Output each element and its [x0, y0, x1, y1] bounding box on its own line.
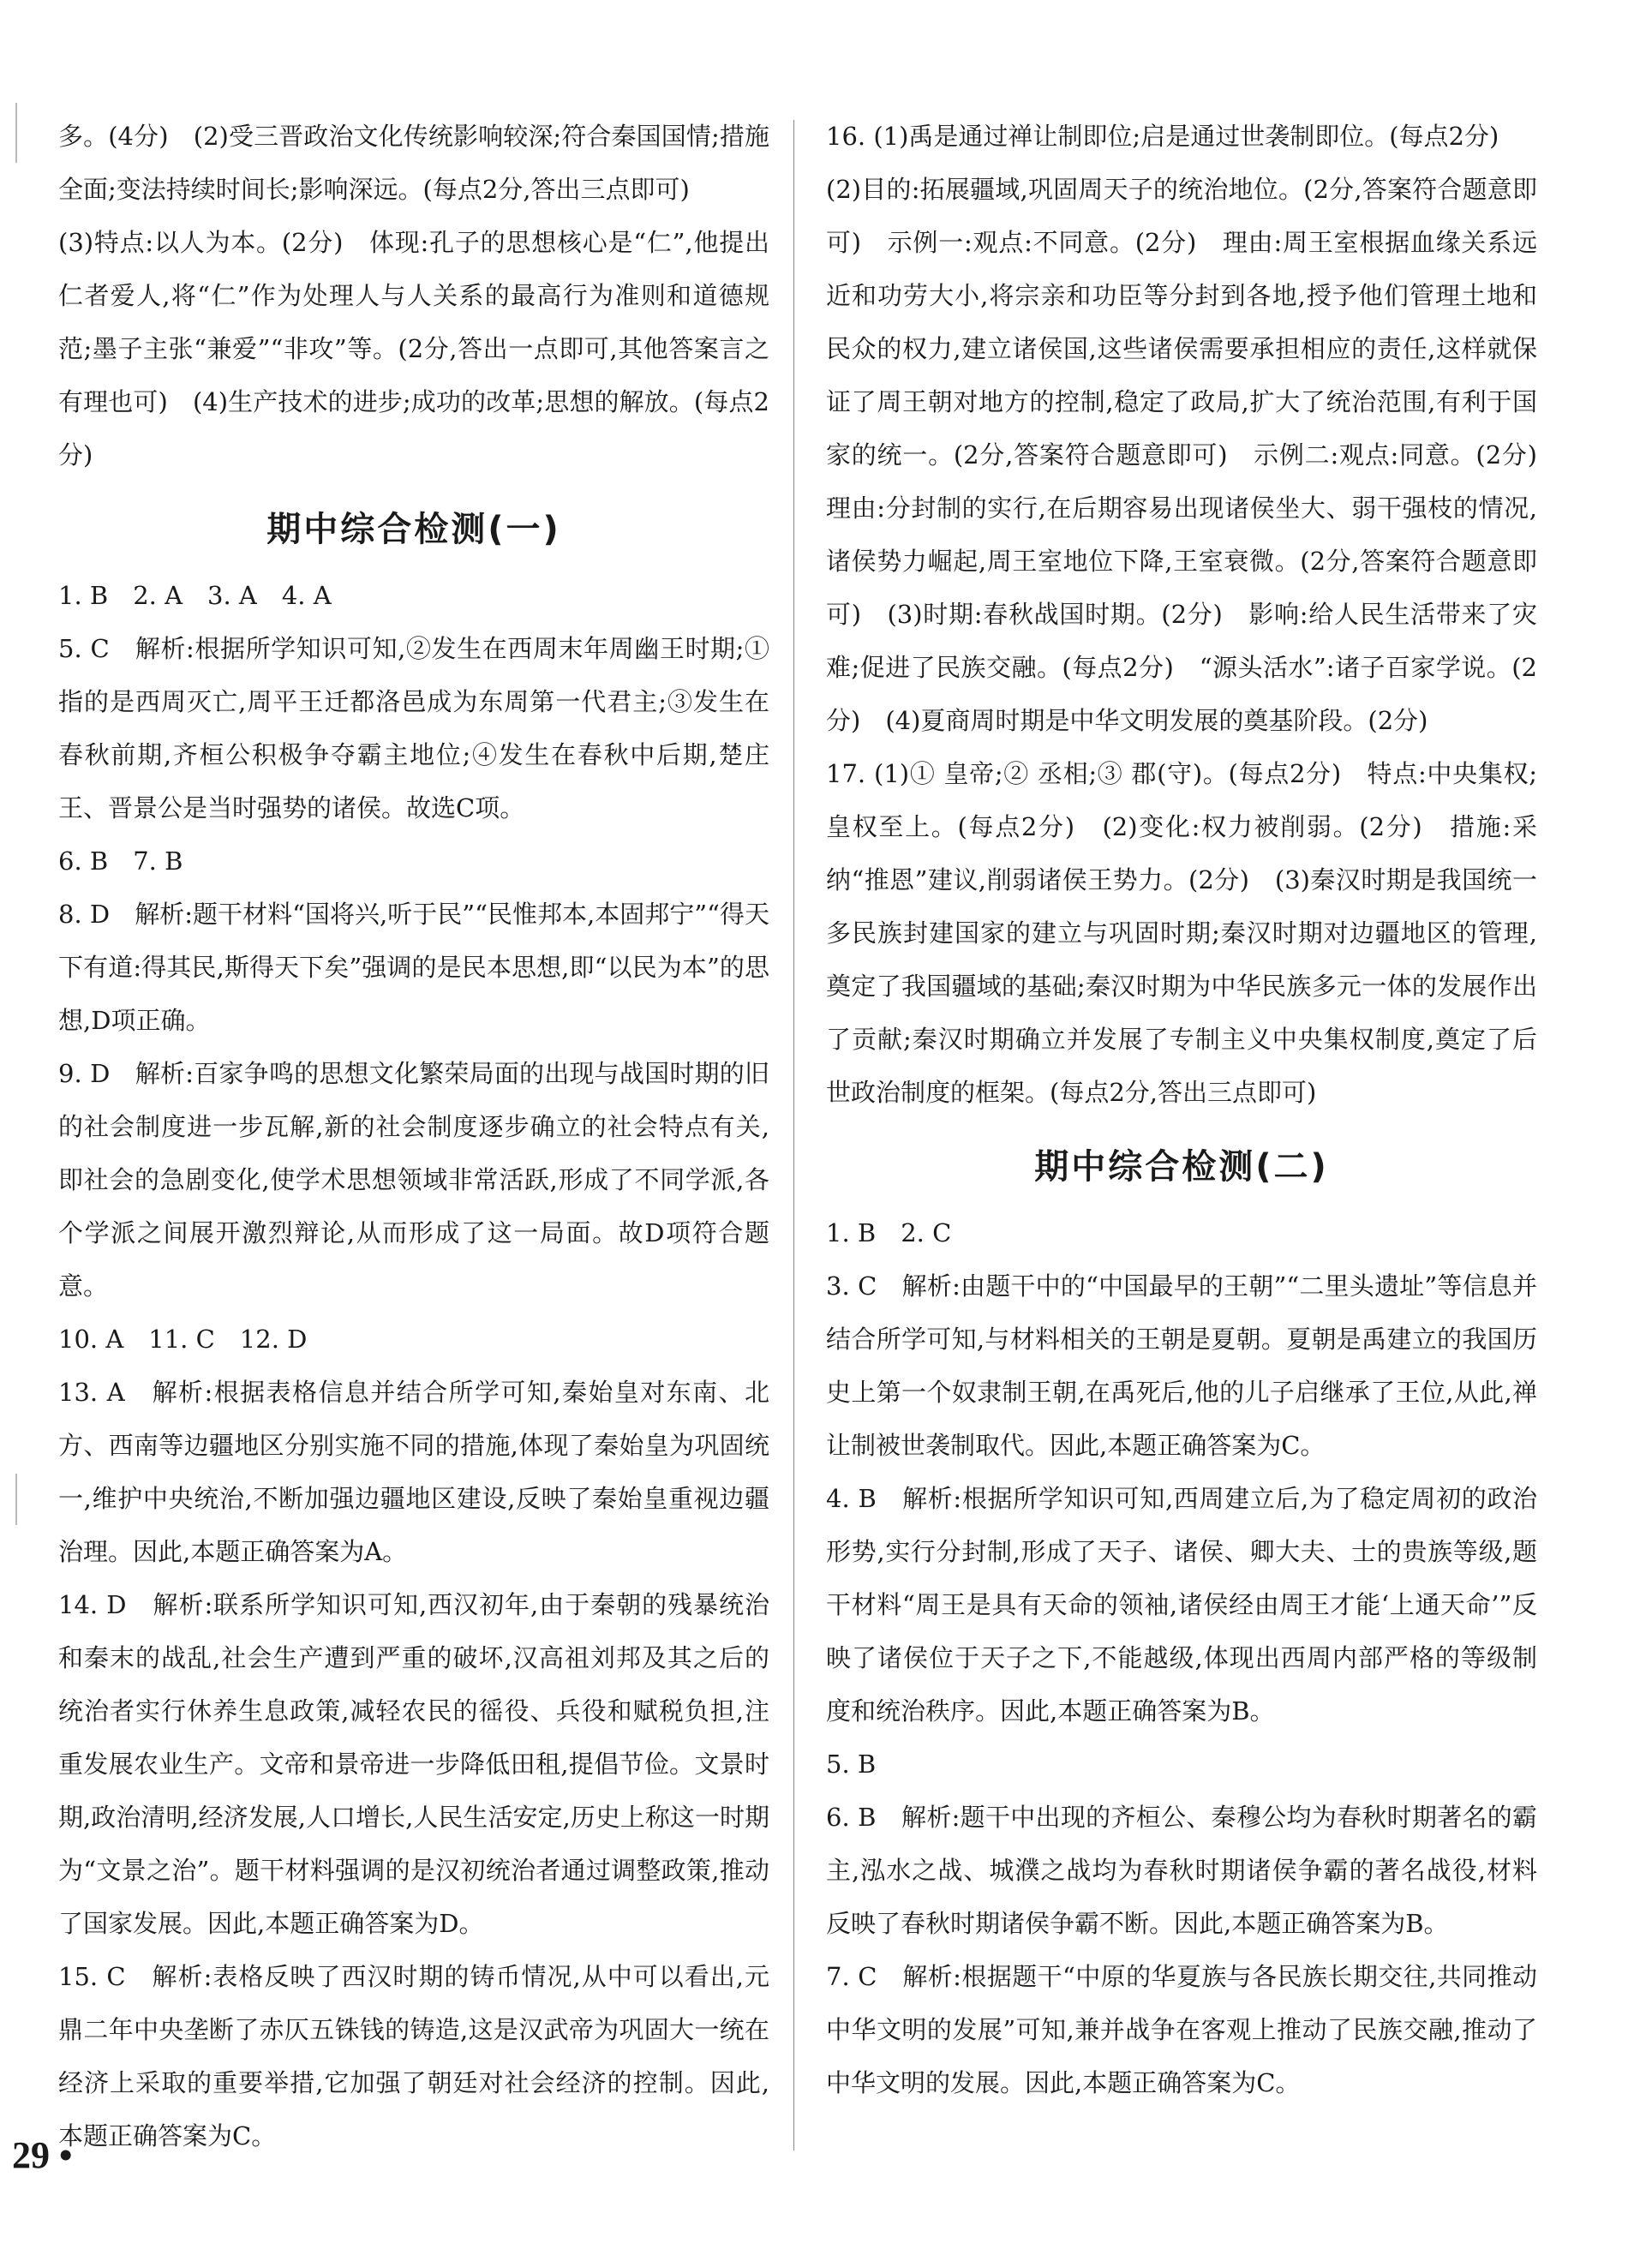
answer-paragraph: (2)目的:拓展疆域,巩固周天子的统治地位。(2分,答案符合题意即可) 示例一:观点:不同意。(2分) 理由:周王室根据血缘关系远近和功劳大小,将宗亲和功臣等分封到各地,授予他们管理土地和民众的权力,建立诸侯国,这些诸侯需要承担相应的责任,这样就保证了周王朝对地方的控制,稳定了政局,扩大了统治范围,有利于国家的统一。(2分,答案符合题意即可) 示例二:观点:同意。(2分) 理由:分封制的实行,在后期容易出现诸侯坐大、弱干强枝的情况,诸侯势力崛起,周王室地位下降,王室衰微。(2分,答案符合题意即可) (3)时期:春秋战国时期。(2分) 影响:给人民生活带来了灾难;促进了民族交融。(每点2分) “源头活水”:诸子百家学说。(2分) (4)夏商周时期是中华文明发展的奠基阶段。(2分)	[826, 175, 1563, 735]
column-divider	[793, 120, 794, 2150]
answer-paragraph: 14. D 解析:联系所学知识可知,西汉初年,由于秦朝的残暴统治和秦末的战乱,社会生产遭到严重的破坏,汉高祖刘邦及其之后的统治者实行休养生息政策,减轻农民的徭役、兵役和赋税负担,注重发展农业生产。文帝和景帝进一步降低田租,提倡节俭。文景时期,政治清明,经济发展,人口增长,人民生活安定,历史上称这一时期为“文景之治”。题干材料强调的是汉初统治者通过调整政策,推动了国家发展。因此,本题正确答案为D。	[58, 1590, 769, 1938]
answer-paragraph: (3)特点:以人为本。(2分) 体现:孔子的思想核心是“仁”,他提出仁者爱人,将“仁”作为处理人与人关系的最高行为准则和道德规范;墨子主张“兼爱”“非攻”等。(2分,答出一点即可,其他答案言之有理也可) (4)生产技术的进步;成功的改革;思想的解放。(每点2分)	[58, 228, 769, 470]
section-title: 期中综合检测(一)	[266, 510, 561, 549]
answer-paragraph: 多。(4分) (2)受三晋政治文化传统影响较深;符合秦国国情;措施全面;变法持续时间长;影响深远。(每点2分,答出三点即可)	[58, 122, 769, 204]
answer-paragraph: 3. C 解析:由题干中的“中国最早的王朝”“二里头遗址”等信息并结合所学可知,与材料相关的王朝是夏朝。夏朝是禹建立的我国历史上第一个奴隶制王朝,在禹死后,他的儿子启继承了王位,从此,禅让制被世袭制取代。因此,本题正确答案为C。	[826, 1271, 1537, 1460]
answer-paragraph: 6. B 解析:题干中出现的齐桓公、秦穆公均为春秋时期著名的霸主,泓水之战、城濮之战均为春秋时期诸侯争霸的著名战役,材料反映了春秋时期诸侯争霸不断。因此,本题正确答案为B。	[826, 1803, 1537, 1938]
answer-paragraph: 13. A 解析:根据表格信息并结合所学可知,秦始皇对东南、北方、西南等边疆地区分别实施不同的措施,体现了秦始皇为巩固统一,维护中央统治,不断加强边疆地区建设,反映了秦始皇重视边疆治理。因此,本题正确答案为A。	[58, 1378, 769, 1566]
page-number: 29 •	[12, 2134, 73, 2176]
left-column	[58, 110, 769, 2162]
answer-paragraph: 17. (1)① 皇帝;② 丞相;③ 郡(守)。(每点2分) 特点:中央集权;皇权至上。(每点2分) (2)变化:权力被削弱。(2分) 措施:采纳“推恩”建议,削弱诸侯王势力。(2分) (3)秦汉时期是我国统一多民族封建国家的建立与巩固时期;秦汉时期对边疆地区的管理,奠定了我国疆域的基础;秦汉时期为中华民族多元一体的发展作出了贡献;秦汉时期确立并发展了专制主义中央集权制度,奠定了后世政治制度的框架。(每点2分,答出三点即可)	[826, 759, 1537, 1107]
answer-paragraph: 5. B	[826, 1750, 877, 1779]
answer-paragraph: 6. B 7. B	[58, 846, 183, 876]
section-title: 期中综合检测(二)	[1034, 1147, 1329, 1187]
answer-paragraph: 15. C 解析:表格反映了西汉时期的铸币情况,从中可以看出,元鼎二年中央垄断了赤仄五铢钱的铸造,这是汉武帝为巩固大一统在经济上采取的重要举措,它加强了朝廷对社会经济的控制。因此,本题正确答案为C。	[58, 1962, 769, 2150]
answer-paragraph: 10. A 11. C 12. D	[58, 1325, 308, 1354]
answer-paragraph: 8. D 解析:题干材料“国将兴,听于民”“民惟邦本,本固邦宁”“得天下有道:得其民,斯得天下矣”强调的是民本思想,即“以民为本”的思想,D项正确。	[58, 900, 769, 1035]
answer-paragraph: 16. (1)禹是通过禅让制即位;启是通过世袭制即位。(每点2分)	[826, 122, 1499, 151]
scan-edge-mark	[15, 1474, 17, 1525]
answer-paragraph: 4. B 解析:根据所学知识可知,西周建立后,为了稳定周初的政治形势,实行分封制,形成了天子、诸侯、卿大夫、士的贵族等级,题干材料“周王是具有天命的领袖,诸侯经由周王才能‘上通天命’”反映了诸侯位于天子之下,不能越级,体现出西周内部严格的等级制度和统治秩序。因此,本题正确答案为B。	[826, 1484, 1537, 1726]
right-column	[826, 110, 1563, 2109]
answer-paragraph: 1. B 2. A 3. A 4. A	[58, 581, 332, 610]
answer-paragraph: 9. D 解析:百家争鸣的思想文化繁荣局面的出现与战国时期的旧的社会制度进一步瓦解,新的社会制度逐步确立的社会特点有关,即社会的急剧变化,使学术思想领域非常活跃,形成了不同学派,各个学派之间展开激烈辩论,从而形成了这一局面。故D项符合题意。	[58, 1059, 769, 1301]
answer-paragraph: 1. B 2. C	[826, 1218, 952, 1247]
answer-paragraph: 7. C 解析:根据题干“中原的华夏族与各民族长期交往,共同推动中华文明的发展”可知,兼并战争在客观上推动了民族交融,推动了中华文明的发展。因此,本题正确答案为C。	[826, 1962, 1537, 2097]
scan-edge-mark	[15, 103, 17, 163]
answer-paragraph: 5. C 解析:根据所学知识可知,②发生在西周末年周幽王时期;①指的是西周灭亡,周平王迁都洛邑成为东周第一代君主;③发生在春秋前期,齐桓公积极争夺霸主地位;④发生在春秋中后期,楚庄王、晋景公是当时强势的诸侯。故选C项。	[58, 634, 769, 822]
